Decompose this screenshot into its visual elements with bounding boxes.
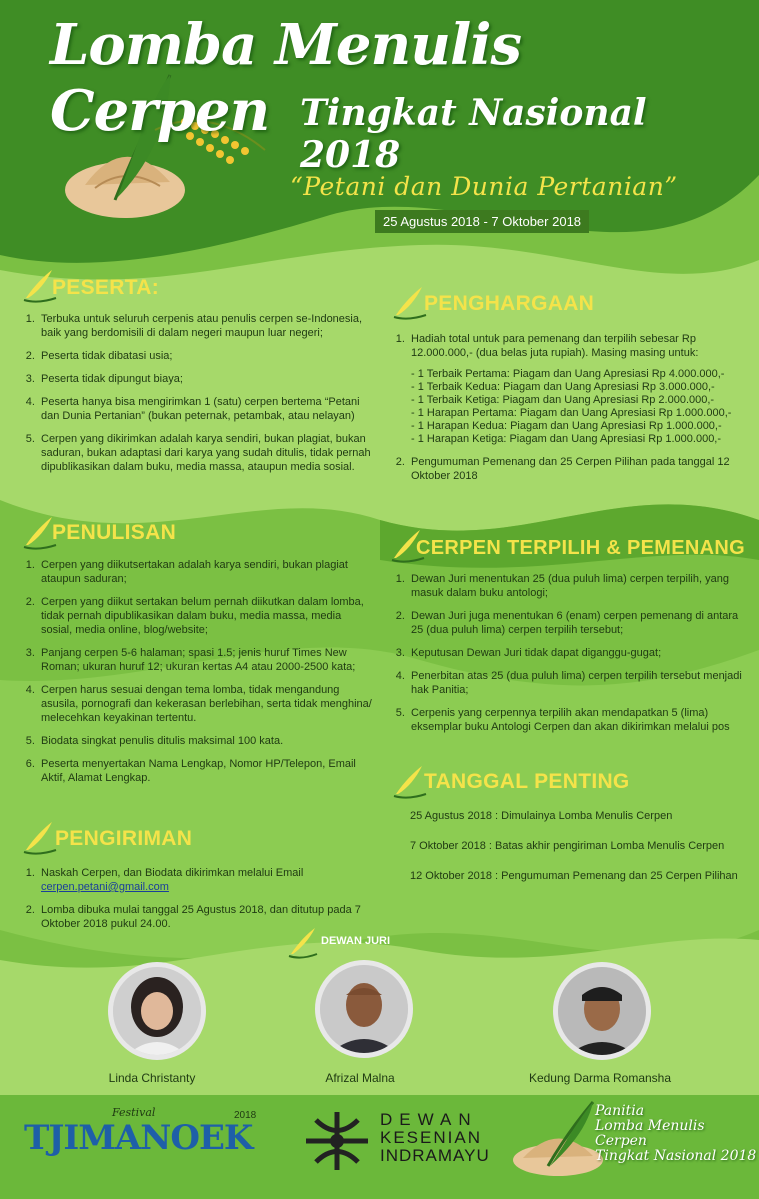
- pengiriman-list: [20, 866, 375, 940]
- pengiriman-item-1: Naskah Cerpen, dan Biodata dikirimkan melalui Email: [41, 867, 304, 879]
- penghargaan-title: PENGHARGAAN: [424, 292, 595, 315]
- list-item: 1. Terbuka untuk seluruh cerpenis atau penulis cerpen se-Indonesia, baik yang berdomisili di dalam negeri maupun luar negeri;: [38, 312, 375, 340]
- judge-photo-afrizal: [320, 965, 408, 1053]
- dewan-kesenian-emblem-icon: [302, 1108, 372, 1174]
- judge-name: Afrizal Malna: [325, 1071, 395, 1085]
- list-item: 4. Cerpen harus sesuai dengan tema lomba, tidak mengandung asusila, pornografi dan kekerasan berlebihan, serta tidak menghina/ melecehkan keyakinan tertentu.: [38, 683, 375, 725]
- list-item: 3. Panjang cerpen 5-6 halaman; spasi 1.5; jenis huruf Times New Roman; ukuran huruf 12; ukuran kertas A4 atau 2000-2500 kata;: [38, 646, 375, 674]
- reward-item: - 1 Harapan Pertama: Piagam dan Uang Apresiasi Rp 1.000.000,-: [411, 407, 732, 419]
- dk-line-1: DEWAN: [380, 1110, 478, 1129]
- avatar: [315, 960, 413, 1058]
- reward-list: [411, 368, 752, 446]
- list-item: 5. Biodata singkat penulis ditulis maksimal 100 kata.: [38, 734, 375, 748]
- panitia-line-2: Lomba Menulis Cerpen: [595, 1118, 705, 1149]
- terpilih-list: [390, 572, 752, 743]
- feather-icon: [285, 926, 321, 960]
- peserta-list: [20, 312, 375, 483]
- festival-name: TJIMANOEK: [24, 1118, 253, 1158]
- pengiriman-title: PENGIRIMAN: [55, 827, 193, 850]
- festival-year: 2018: [234, 1110, 257, 1121]
- list-item: [408, 332, 752, 446]
- list-item: 4. Penerbitan atas 25 (dua puluh lima) cerpen terpilih tersebut menjadi hak Panitia;: [408, 669, 752, 697]
- panitia-line-1: Panitia: [595, 1103, 645, 1119]
- penghargaan-list: [390, 332, 752, 492]
- list-item: 2. Pengumuman Pemenang dan 25 Cerpen Pilihan pada tanggal 12 Oktober 2018: [408, 455, 752, 483]
- dk-line-3: INDRAMAYU: [380, 1146, 490, 1165]
- judge-photo-kedung: [558, 967, 646, 1055]
- tanggal-list: [410, 809, 755, 899]
- judge-name: Kedung Darma Romansha: [528, 1071, 672, 1085]
- list-item: 2. Lomba dibuka mulai tanggal 25 Agustus 2018, dan ditutup pada 7 Oktober 2018 pukul 24.00.: [38, 903, 375, 931]
- list-item: 5. Cerpen yang dikirimkan adalah karya sendiri, bukan plagiat, bukan saduran, bukan adaptasi dari karya yang sudah ditulis, tidak pernah dipublikasikan dalam buku, media massa, ataupun media sosial.: [38, 432, 375, 474]
- tanggal-title: TANGGAL PENTING: [424, 770, 630, 793]
- festival-small-text: Festival: [112, 1106, 156, 1119]
- penulisan-list: [20, 558, 375, 794]
- list-item: 1. Dewan Juri menentukan 25 (dua puluh lima) cerpen terpilih, yang masuk dalam buku antologi;: [408, 572, 752, 600]
- reward-item: - 1 Harapan Ketiga: Piagam dan Uang Apresiasi Rp 1.000.000,-: [411, 433, 722, 445]
- judge-name: Linda Christanty: [108, 1071, 196, 1085]
- list-item: 2. Peserta tidak dibatasi usia;: [38, 349, 375, 363]
- page-title: Lomba Menulis Cerpen: [50, 12, 522, 144]
- panitia-text: [595, 1104, 759, 1164]
- list-item: 4. Peserta hanya bisa mengirimkan 1 (satu) cerpen bertema “Petani dan Dunia Pertanian” (bukan peternak, petambak, atau nelayan): [38, 395, 375, 423]
- list-item: 2. Dewan Juri juga menentukan 6 (enam) cerpen pemenang di antara 25 (dua puluh lima) cerpen terpilih tersebut;: [408, 609, 752, 637]
- juri-title: DEWAN JURI: [321, 935, 391, 947]
- judge-photo-linda: [113, 967, 201, 1055]
- date-item: 7 Oktober 2018 : Batas akhir pengiriman Lomba Menulis Cerpen: [410, 840, 725, 852]
- reward-item: - 1 Terbaik Pertama: Piagam dan Uang Apresiasi Rp 4.000.000,-: [411, 368, 725, 380]
- event-dates: 25 Agustus 2018 - 7 Oktober 2018: [375, 210, 589, 233]
- list-item: 3. Keputusan Dewan Juri tidak dapat diganggu-gugat;: [408, 646, 752, 660]
- terpilih-title: CERPEN TERPILIH & PEMENANG: [416, 537, 745, 559]
- email-link[interactable]: cerpen.petani@gmail.com: [41, 881, 169, 893]
- list-item: 3. Peserta tidak dipungut biaya;: [38, 372, 375, 386]
- penghargaan-intro: Hadiah total untuk para pemenang dan terpilih sebesar Rp 12.000.000,- (dua belas juta rupiah). Masing masing untuk:: [411, 333, 699, 359]
- list-item: 2. Cerpen yang diikut sertakan belum pernah diikutkan dalam lomba, tidak pernah dipublikasikan dalam buku, media massa, media sosial, media online, blog/website;: [38, 595, 375, 637]
- list-item: 6. Peserta menyertakan Nama Lengkap, Nomor HP/Telepon, Email Aktif, Alamat Lengkap.: [38, 757, 375, 785]
- date-item: 12 Oktober 2018 : Pengumuman Pemenang dan 25 Cerpen Pilihan: [410, 870, 738, 882]
- reward-item: - 1 Terbaik Kedua: Piagam dan Uang Apresiasi Rp 3.000.000,-: [411, 381, 715, 393]
- reward-item: - 1 Harapan Kedua: Piagam dan Uang Apresiasi Rp 1.000.000,-: [411, 420, 722, 432]
- page-subtitle: Tingkat Nasional 2018: [300, 92, 647, 176]
- festival-logo: [22, 1104, 282, 1164]
- peserta-title: PESERTA:: [52, 276, 160, 299]
- avatar: [108, 962, 206, 1060]
- list-item: 1. Cerpen yang diikutsertakan adalah karya sendiri, bukan plagiat ataupun saduran;: [38, 558, 375, 586]
- penulisan-title: PENULISAN: [52, 521, 177, 544]
- dk-line-2: KESENIAN: [380, 1128, 482, 1147]
- theme-text: “Petani dan Dunia Pertanian”: [290, 172, 678, 201]
- reward-item: - 1 Terbaik Ketiga: Piagam dan Uang Apresiasi Rp 2.000.000,-: [411, 394, 715, 406]
- list-item: [38, 866, 375, 894]
- avatar: [553, 962, 651, 1060]
- panitia-line-3: Tingkat Nasional 2018: [595, 1148, 757, 1164]
- list-item: 5. Cerpenis yang cerpennya terpilih akan mendapatkan 5 (lima) eksemplar buku Antologi Cerpen dan akan dikirimkan melalui pos: [408, 706, 752, 734]
- date-item: 25 Agustus 2018 : Dimulainya Lomba Menulis Cerpen: [410, 810, 673, 822]
- feather-icon: [20, 820, 60, 856]
- dewan-kesenian-text: [380, 1111, 490, 1165]
